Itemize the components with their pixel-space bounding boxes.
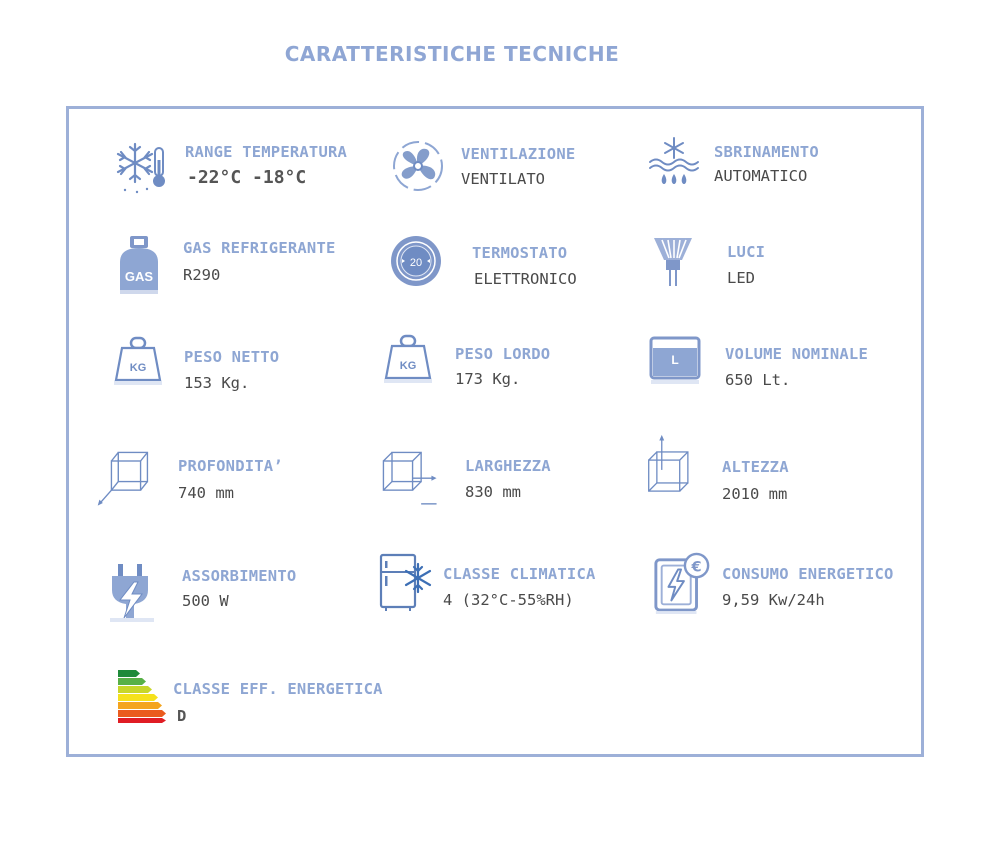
spec-value-classe-eff-energetica: D	[177, 707, 187, 725]
euro-icon-text: €	[691, 559, 702, 576]
weight-icon	[380, 332, 440, 394]
fan-icon	[388, 138, 448, 200]
cube-width-icon	[380, 448, 440, 510]
spec-label-altezza: ALTEZZA	[722, 458, 789, 476]
cube-depth-icon	[96, 448, 156, 510]
page-title: CARATTERISTICHE TECNICHE	[284, 42, 620, 66]
spec-label-luci: LUCI	[727, 243, 766, 261]
led-bulb-icon	[644, 234, 704, 296]
spec-label-consumo-energetico: CONSUMO ENERGETICO	[722, 565, 894, 583]
energy-cost-icon	[652, 552, 712, 614]
spec-label-volume-nominale: VOLUME NOMINALE	[725, 345, 868, 363]
spec-value-assorbimento: 500 W	[182, 592, 229, 610]
spec-label-termostato: TERMOSTATO	[472, 244, 568, 262]
thermostat-icon	[386, 232, 446, 294]
spec-value-consumo-energetico: 9,59 Kw/24h	[722, 591, 825, 609]
energy-label-icon	[116, 668, 176, 730]
spec-value-altezza: 2010 mm	[722, 485, 788, 503]
spec-value-larghezza: 830 mm	[465, 483, 521, 501]
defrost-icon	[644, 136, 704, 198]
snowflake-thermometer-icon	[112, 140, 172, 202]
spec-label-larghezza: LARGHEZZA	[465, 457, 551, 475]
spec-label-profondita: PROFONDITA’	[178, 457, 283, 475]
spec-value-gas-refrigerante: R290	[183, 266, 221, 284]
spec-value-ventilazione: VENTILATO	[461, 170, 545, 188]
spec-value-luci: LED	[727, 269, 755, 287]
spec-label-classe-eff-energetica: CLASSE EFF. ENERGETICA	[173, 680, 383, 698]
spec-value-volume-nominale: 650 Lt.	[725, 371, 791, 389]
spec-label-assorbimento: ASSORBIMENTO	[182, 567, 297, 585]
volume-container-icon	[648, 334, 708, 396]
spec-value-peso-netto: 153 Kg.	[184, 374, 250, 392]
spec-label-peso-lordo: PESO LORDO	[455, 345, 551, 363]
spec-label-sbrinamento: SBRINAMENTO	[714, 143, 819, 161]
volume-icon-text: L	[671, 353, 679, 367]
gas-cylinder-icon	[112, 234, 172, 296]
spec-label-gas-refrigerante: GAS REFRIGERANTE	[183, 239, 336, 257]
spec-label-range-temperatura: RANGE TEMPERATURA	[185, 143, 348, 161]
spec-value-profondita: 740 mm	[178, 484, 234, 502]
spec-label-ventilazione: VENTILAZIONE	[461, 145, 576, 163]
spec-value-classe-climatica: 4 (32°C-55%RH)	[443, 591, 574, 609]
spec-value-peso-lordo: 173 Kg.	[455, 370, 521, 388]
thermostat-icon-text: 20	[409, 257, 423, 269]
weight-icon-text: KG	[129, 362, 147, 374]
spec-label-classe-climatica: CLASSE CLIMATICA	[443, 565, 596, 583]
weight-icon-text: KG	[399, 360, 417, 372]
spec-value-termostato: ELETTRONICO	[474, 270, 577, 288]
spec-value-range-temperatura: -22°C -18°C	[187, 167, 307, 188]
plug-lightning-icon	[104, 562, 164, 624]
cube-height-icon	[644, 434, 704, 496]
spec-label-peso-netto: PESO NETTO	[184, 348, 280, 366]
spec-value-sbrinamento: AUTOMATICO	[714, 167, 808, 185]
weight-icon	[110, 334, 170, 396]
fridge-snowflake-icon	[378, 552, 438, 614]
gas-icon-text: GAS	[124, 269, 154, 284]
spec-panel	[66, 106, 924, 757]
